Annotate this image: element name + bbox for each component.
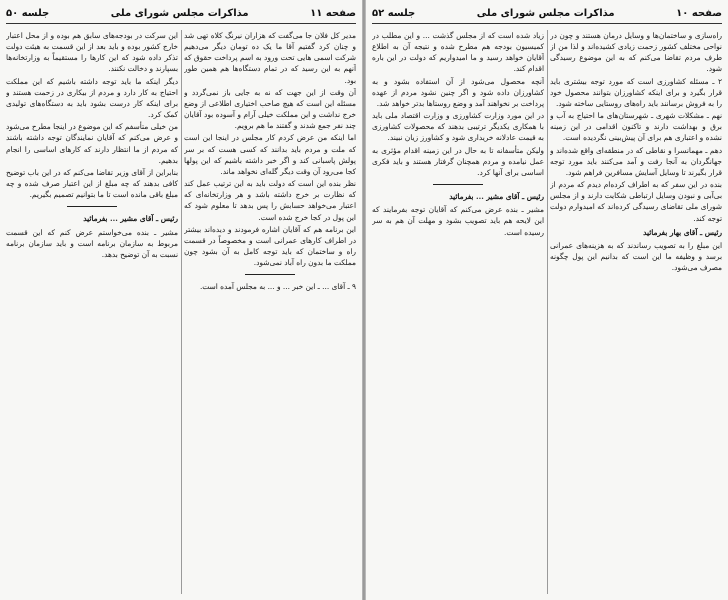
section-divider (67, 206, 117, 207)
speaker-line: رئیس ـ آقای مشیر ... بفرمائید (83, 214, 178, 224)
text-column-1 (550, 30, 722, 594)
paragraph: ۲ ـ مسئله کشاورزی است که مورد توجه بیشتری باید قرار بگیرد و برای اینکه کشاورزان بتوانند محصول خود را به فروش برسانند باید راه‌های روستایی ساخته شود. (550, 76, 722, 108)
paragraph: من خیلی متأسفم که این موضوع در اینجا مطرح می‌شود و عرض می‌کنم که آقایان نمایندگان توجه داشته باشند که مردم از ما انتظار دارند که کارهای اساسی را انجام بدهیم. (6, 122, 178, 165)
speaker-line: رئیس ـ آقای مشیر ... بفرمائید (449, 192, 544, 202)
paragraph: دهم ـ مهمانسرا و نقاطی که در منطقه‌ای واقع شده‌اند و جهانگردان به آنجا رفت و آمد می‌کنند باید مورد توجه قرار بگیرند تا وسایل آسایش مسافرین فراهم شود. (550, 145, 722, 177)
section-divider (245, 274, 295, 275)
paragraph: مدیر کل فلان جا می‌گفت که هزاران نیرنگ کلاه تهی شد و چنان کرد گفتیم آقا ما یک ده تومان دیگر می‌دهیم شرکت اسمی هایی تحت ورود به اسم پرداخت حقوق که آنهم به این رسید که در تمام دستگاه‌ها هم همین طور بود. (184, 31, 356, 85)
speaker-line: رئیس ـ آقای بهار بفرمائید (643, 227, 722, 237)
paragraph: این سرکت در بودجه‌های سابق هم بوده و از محل اعتبار خارج کشور بوده و باید بعد از این قسمت به هیئت دولت تذکر داده شود که این کارها را مستقیماً به وزارتخانه‌ها بسپارند و دخالت نکنند. (6, 31, 178, 74)
text-column-2 (372, 30, 544, 594)
left-page-header (6, 3, 356, 24)
column-divider (547, 30, 548, 594)
section-divider (433, 184, 483, 185)
paragraph: بنابراین از آقای وزیر تقاضا می‌کنم که در این باب توضیح کافی بدهند که چه مبلغ از این اعتبار صرف شده و چه مبلغ باقی مانده است تا ما بتوانیم تصمیم بگیریم. (6, 167, 178, 200)
paragraph: راه‌سازی و ساختمان‌ها و وسایل درمان هستند و چون در نواحی مختلف کشور زحمت زیادی کشیده‌اند و لذا من از طرف مردم تقاضا می‌کنم که به این موضوع رسیدگی شود. (550, 31, 722, 74)
paragraph: این مبلغ را به تصویب رساندند که به هزینه‌های عمرانی برسد و وظیفه ما این است که بدانیم این پول چگونه مصرف می‌شود. (550, 240, 722, 273)
paragraph: اما اینکه من عرض کردم کار مجلس در اینجا این است که ملت و مردم باید بدانند که کسی هست که بر سر پولش پاسبانی کند و اگر خبر داشته باشیم که این پولها کجا می‌رود آن وقت دیگر گله‌ای نخواهد ماند. (184, 133, 356, 176)
page-number: صفحه ۱۱ (310, 7, 356, 19)
paragraph: آن وقت از این جهت که نه به جایی باز نمی‌گردد و مسئله این است که هیچ صاحب اختیاری اطلاعی از وضع خرج نداشت و این مملکت خیلی آرام و آسوده بود آقایان چند نفر جمع شدند و گفتند ما هم برویم. (184, 87, 356, 131)
text-column-1 (184, 30, 356, 594)
publication-title: مذاکرات مجلس شورای ملی (476, 7, 615, 19)
paragraph: بنده در این سفر که به اطراف کرده‌ام دیدم که مردم از بی‌آبی و نبودن وسایل ارتباطی شکایت دارند و از مجلس شورای ملی تقاضای رسیدگی کرده‌اند که امیدوارم دولت توجه کند. (550, 180, 722, 223)
paragraph: در این مورد وزارت کشاورزی و وزارت اقتصاد ملی باید با همکاری یکدیگر ترتیبی بدهند که محصولات کشاورزی به قیمت عادلانه خریداری شود و کشاورز زیان نبیند. (372, 111, 544, 143)
left-page (0, 0, 362, 600)
paragraph: نهم ـ مشکلات شهری ـ شهرستان‌های ما احتیاج به آب و برق و بهداشت دارند و تاکنون اقدامی در این زمینه نشده و اعتباری هم برای آن پیش‌بینی نگردیده است. (550, 111, 722, 143)
right-page-header (372, 3, 722, 24)
paragraph: ۹ ـ آقای ... ـ این خبر ... و ... به مجلس آمده است. (199, 282, 356, 292)
paragraph: مشیر ـ بنده می‌خواستم عرض کنم که این قسمت مربوط به سازمان برنامه است و باید سازمان برنامه نسبت به آن توضیح بدهد. (6, 227, 178, 259)
session-number: جلسه ۵۲ (372, 7, 416, 19)
page-number: صفحه ۱۰ (676, 7, 722, 19)
paragraph: ولیکن متأسفانه تا به حال در این زمینه اقدام مؤثری به عمل نیامده و مردم همچنان گرفتار هستند و باید فکری اساسی برای آنها کرد. (372, 145, 544, 177)
paragraph: این برنامه هم که آقایان اشاره فرمودند و دیده‌اند بیشتر در اطراف کارهای عمرانی است و مخصوصاً در قسمت راه و ساختمان که باید توجه کامل به آن بشود چون مملکت ما بدون راه آباد نمی‌شود. (184, 224, 356, 268)
paragraph: دیگر اینکه ما باید توجه داشته باشیم که این مملکت احتیاج به کار دارد و مردم از بیکاری در زحمت هستند و برای اینکه کار درست بشود باید به دستگاه‌های تولیدی کمک کرد. (6, 76, 178, 120)
right-page (366, 0, 728, 600)
text-column-2 (6, 30, 178, 594)
paragraph: آنچه محصول می‌شود از آن استفاده بشود و به کشاورزان داده شود و اگر چنین نشود مردم از عهده پرداخت بر نخواهند آمد و وضع روستاها بدتر خواهد شد. (372, 76, 544, 108)
paragraph: زیاد شده است که از مجلس گذشت ... و این مطلب در کمیسیون بودجه هم مطرح شده و نتیجه آن به اطلاع آقایان خواهد رسید و ما امیدواریم که دولت در این باره اقدام کند. (372, 31, 544, 74)
paragraph: نظر بنده این است که دولت باید به این ترتیب عمل کند که نظارت بر خرج داشته باشد و هر وزارتخانه‌ای که اعتبار می‌خواهد حسابش را پس بدهد تا معلوم شود که این پول در کجا خرج شده است. (184, 179, 356, 222)
session-number: جلسه ۵۰ (6, 7, 50, 19)
paragraph: مشیر ـ بنده عرض می‌کنم که آقایان توجه بفرمایند که این لایحه هم باید تصویب بشود و مهلت آن هم به سر رسیده است. (372, 205, 544, 237)
publication-title: مذاکرات مجلس شورای ملی (110, 7, 249, 19)
column-divider (181, 30, 182, 594)
